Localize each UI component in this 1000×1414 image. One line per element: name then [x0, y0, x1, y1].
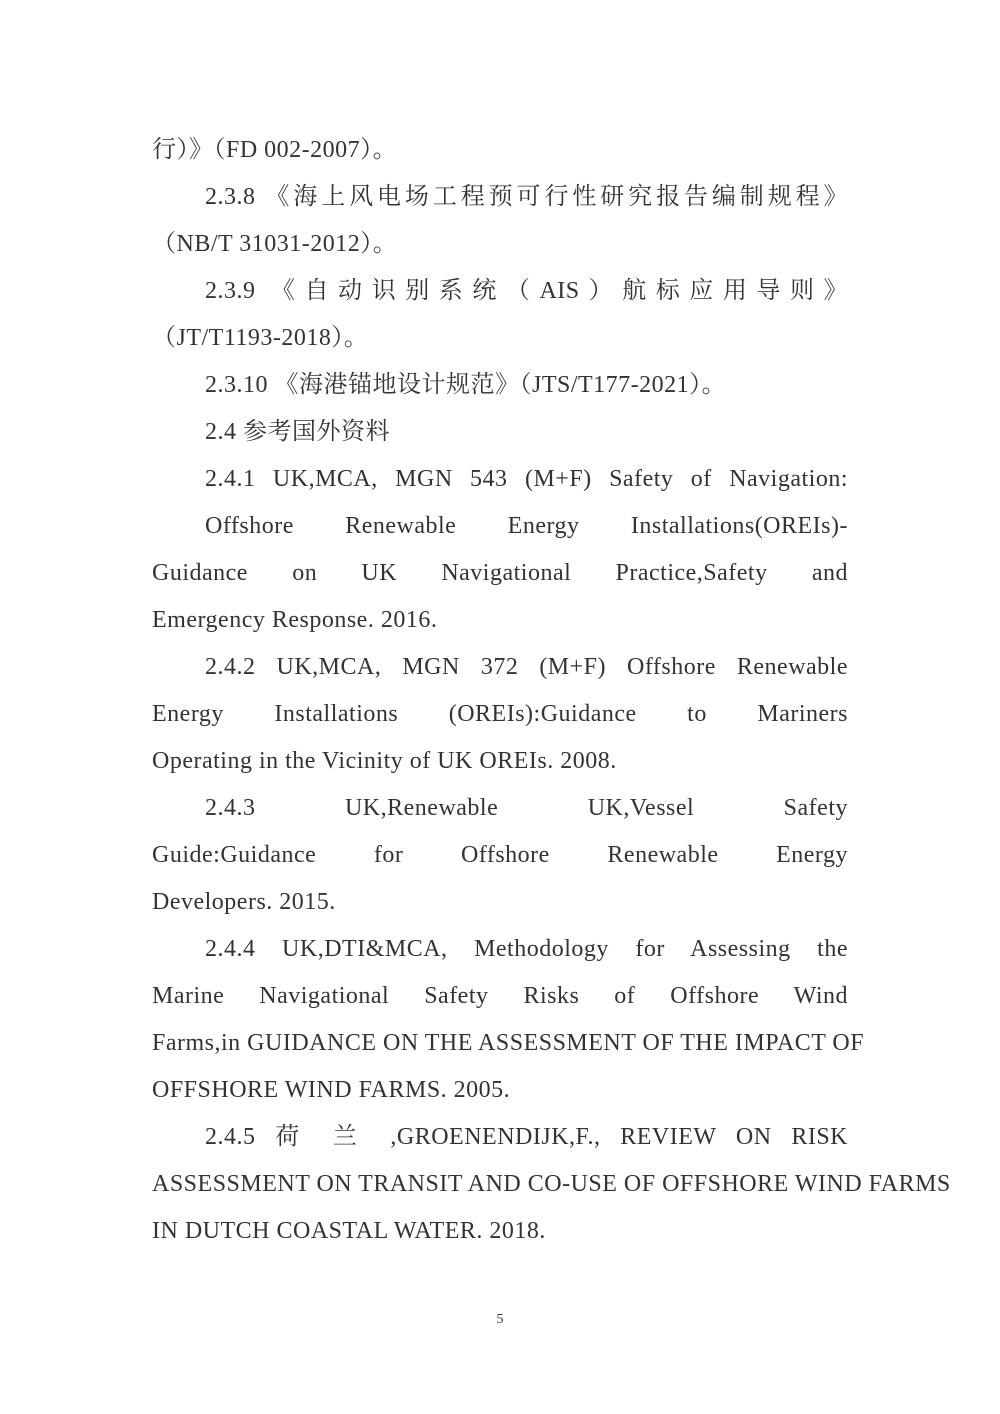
text-line: 2.3.8 《海上风电场工程预可行性研究报告编制规程》 [205, 184, 848, 210]
text-line: 2.4.3 UK,Renewable UK,Vessel Safety [205, 795, 848, 821]
text-line: 2.4.1 UK,MCA, MGN 543 (M+F) Safety of Navigation: [205, 466, 848, 492]
text-line: 2.4.5 荷 兰 ,GROENENDIJK,F., REVIEW ON RISK [205, 1124, 848, 1150]
text-line: Guide:Guidance for Offshore Renewable Energy [152, 842, 848, 868]
page-number: 5 [496, 1312, 504, 1327]
text-line: Offshore Renewable Energy Installations(OREIs)- [205, 513, 848, 539]
text-line: Developers. 2015. [152, 889, 336, 915]
text-line: OFFSHORE WIND FARMS. 2005. [152, 1077, 511, 1103]
text-line: 2.4 参考国外资料 [205, 419, 390, 445]
text-line: 2.4.4 UK,DTI&MCA, Methodology for Assessing the [205, 936, 848, 962]
text-line: Operating in the Vicinity of UK OREIs. 2008. [152, 748, 617, 774]
text-line: 行）》（FD 002-2007）。 [152, 137, 398, 163]
text-line: Marine Navigational Safety Risks of Offshore Wind [152, 983, 848, 1009]
text-line: ASSESSMENT ON TRANSIT AND CO-USE OF OFFSHORE WIND FARMS [152, 1171, 951, 1197]
text-line: Emergency Response. 2016. [152, 607, 438, 633]
text-line: Guidance on UK Navigational Practice,Safety and [152, 560, 848, 586]
text-line: 2.4.2 UK,MCA, MGN 372 (M+F) Offshore Renewable [205, 654, 848, 680]
text-line: （NB/T 31031-2012）。 [152, 231, 398, 257]
text-line: 2.3.10 《海港锚地设计规范》（JTS/T177-2021）。 [205, 372, 727, 398]
text-line: （JT/T1193-2018）。 [152, 325, 369, 351]
text-line: 2.3.9 《自动识别系统（AIS）航标应用导则》 [205, 278, 848, 304]
text-line: Energy Installations (OREIs):Guidance to Mariners [152, 701, 848, 727]
text-line: IN DUTCH COASTAL WATER. 2018. [152, 1218, 546, 1244]
text-line: Farms,in GUIDANCE ON THE ASSESSMENT OF THE IMPACT OF [152, 1030, 865, 1056]
